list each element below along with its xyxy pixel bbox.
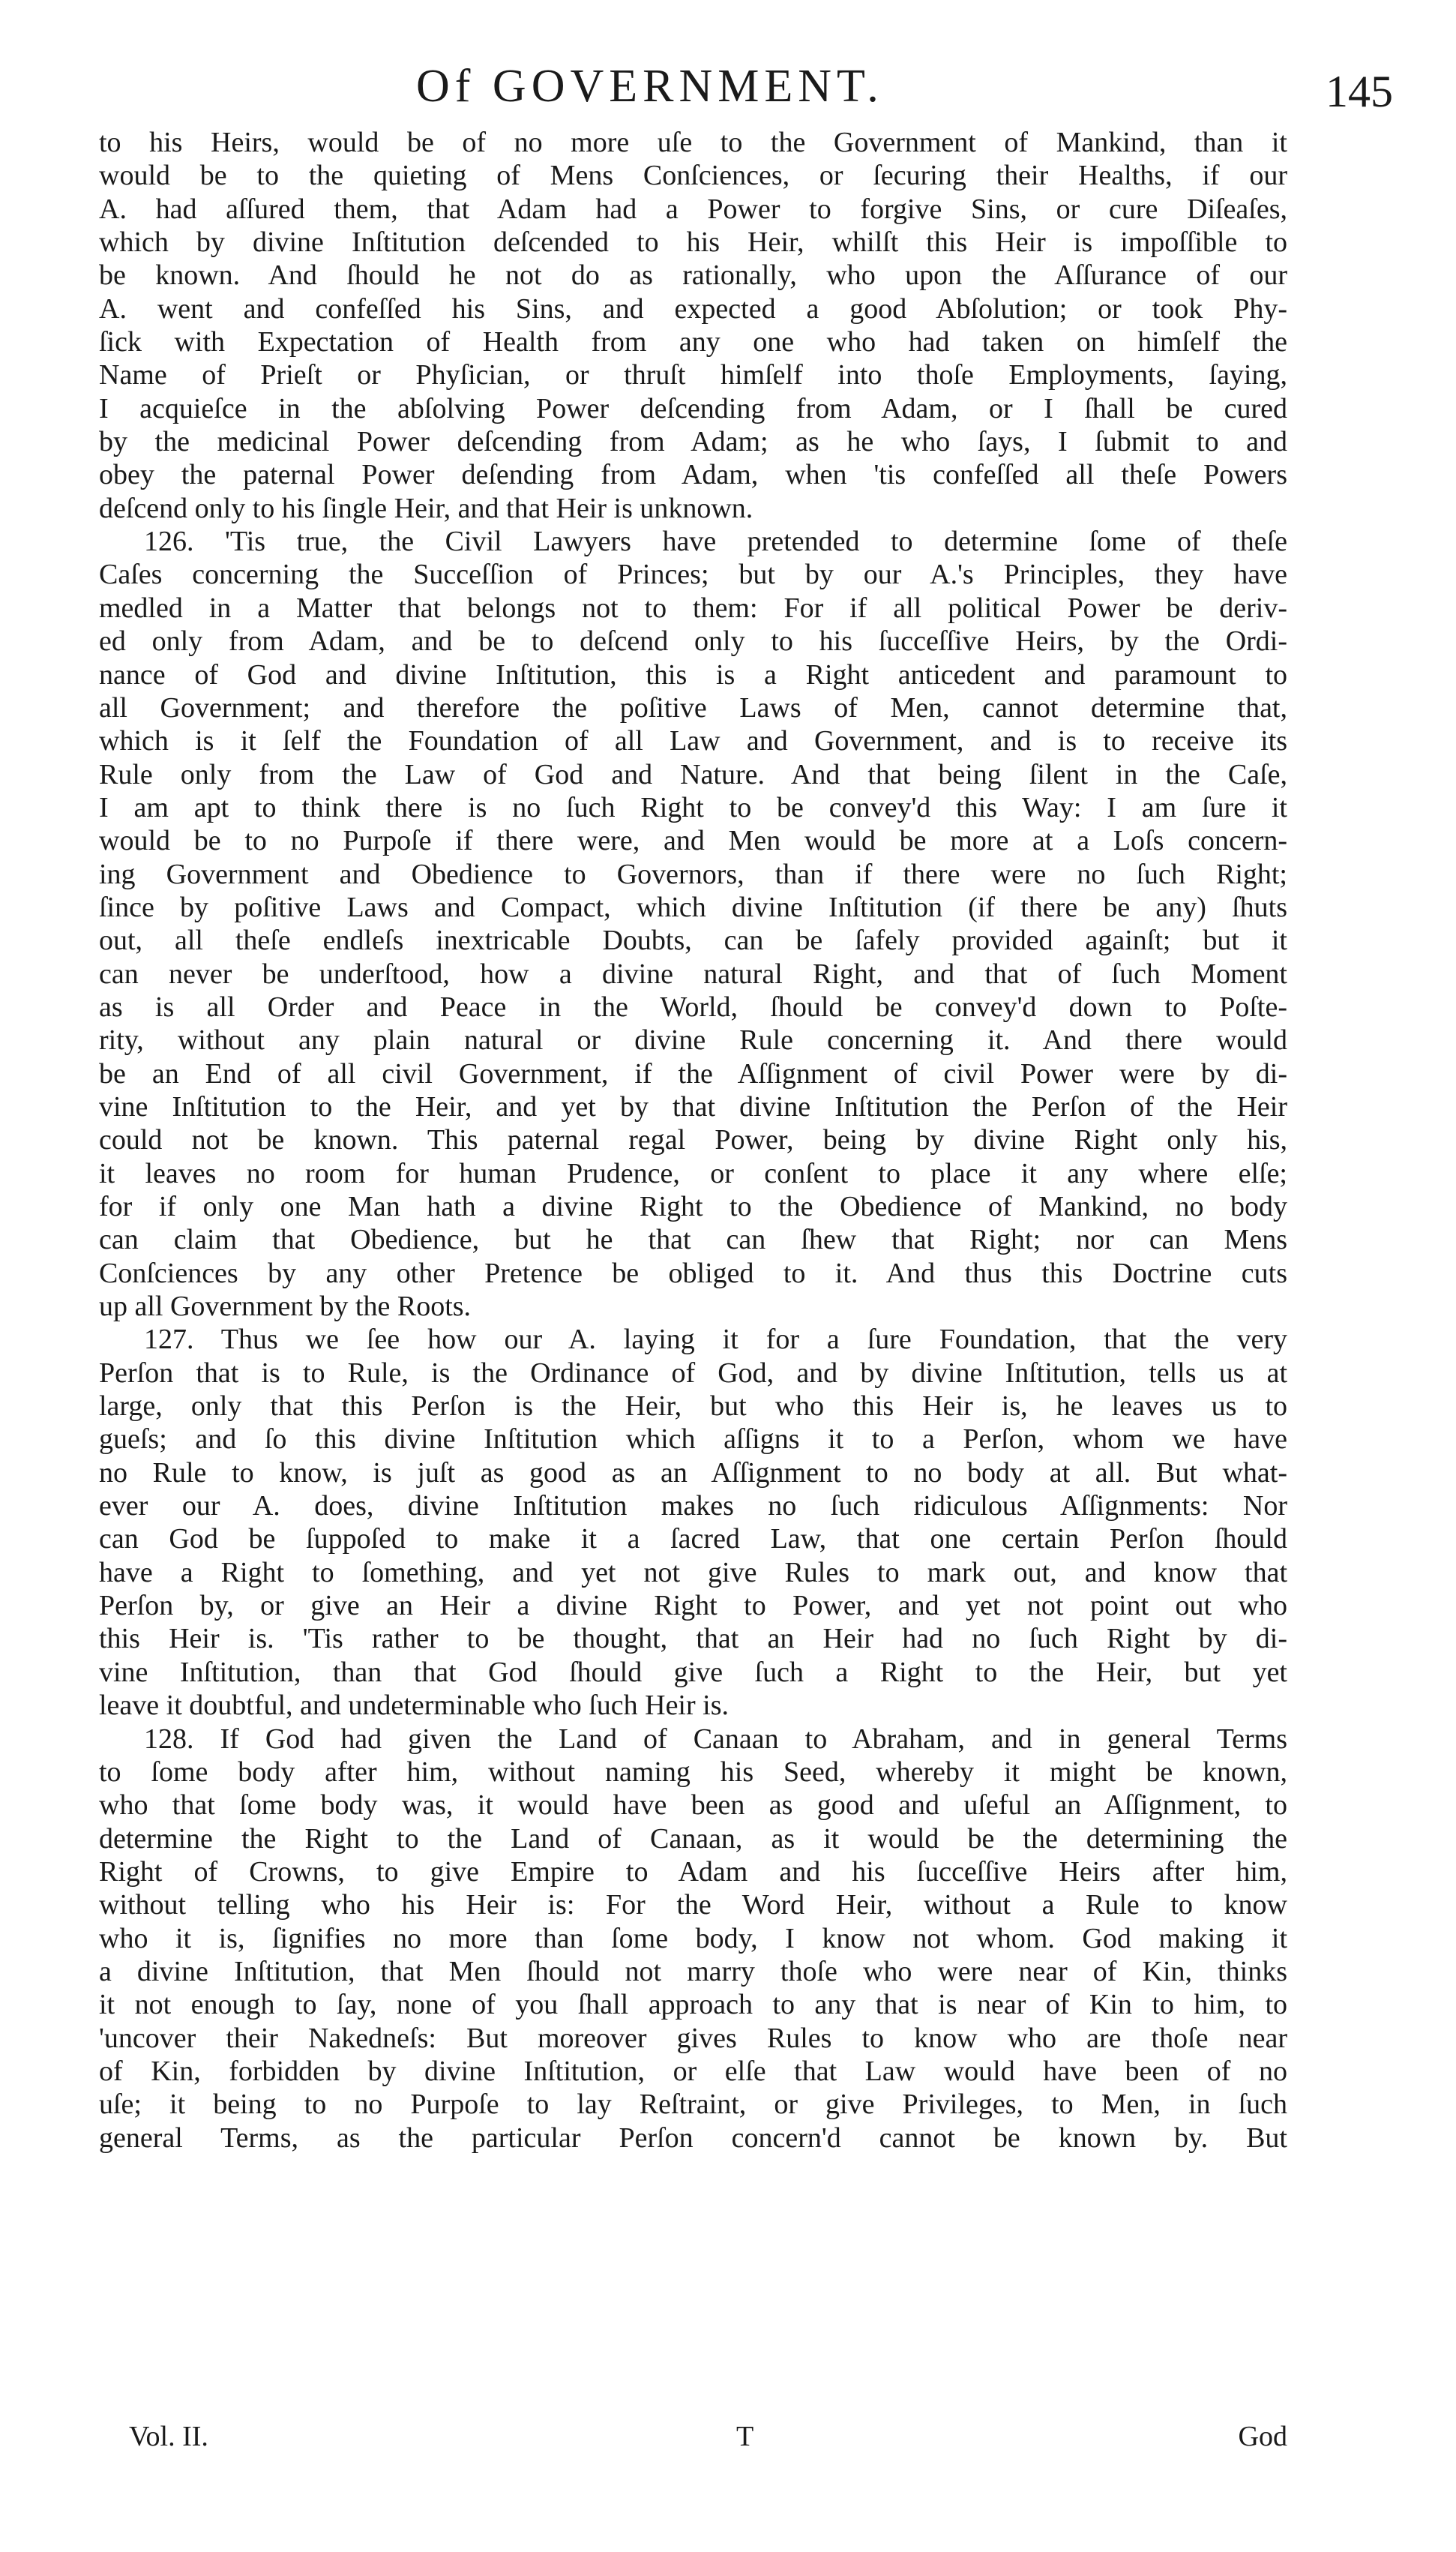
text-line: gueſs; and ſo this divine Inſtitution which aſſigns it to a Perſon, whom we have (99, 1423, 1287, 1456)
catchword: God (1238, 2421, 1287, 2452)
text-line: of Kin, forbidden by divine Inſtitution, or elſe that Law would have been of no (99, 2055, 1287, 2087)
body-text (99, 126, 1287, 2155)
text-line: Conſciences by any other Pretence be obliged to it. And thus this Doctrine cuts (99, 1257, 1287, 1289)
text-line: large, only that this Perſon is the Heir, but who this Heir is, he leaves us to (99, 1390, 1287, 1423)
text-line: rity, without any plain natural or divine Rule concerning it. And there would (99, 1024, 1287, 1057)
text-line: vine Inſtitution to the Heir, and yet by that divine Inſtitution the Perſon of the Heir (99, 1090, 1287, 1123)
text-line: it not enough to ſay, none of you ſhall approach to any that is near of Kin to him, to (99, 1989, 1287, 2021)
text-line: 126. 'Tis true, the Civil Lawyers have pretended to determine ſome of theſe (144, 526, 1287, 558)
text-line: Right of Crowns, to give Empire to Adam and his ſucceſſive Heirs after him, (99, 1855, 1287, 1888)
text-line: who that ſome body was, it would have been as good and uſeful an Aſſignment, to (99, 1789, 1287, 1822)
text-line: Rule only from the Law of God and Nature. And that being ſilent in the Caſe, (99, 758, 1287, 790)
text-line: be an End of all civil Government, if the Aſſignment of civil Power were by di- (99, 1057, 1287, 1090)
text-line: without telling who his Heir is: For the Word Heir, without a Rule to know (99, 1889, 1287, 1921)
volume-label: Vol. II. (129, 2421, 208, 2452)
text-line: all Government; and therefore the poſitive Laws of Men, cannot determine that, (99, 691, 1287, 724)
text-line: medled in a Matter that belongs not to them: For if all political Power be deriv- (99, 592, 1287, 624)
text-line: general Terms, as the particular Perſon concern'd cannot be known by. But (99, 2122, 1287, 2154)
text-line: up all Government by the Roots. (99, 1291, 472, 1323)
text-line: 'uncover their Nakedneſs: But moreover gives Rules to know who are thoſe near (99, 2022, 1287, 2054)
text-line: ed only from Adam, and be to deſcend only to his ſucceſſive Heirs, by the Ordi- (99, 625, 1287, 658)
text-line: vine Inſtitution, than that God ſhould give ſuch a Right to the Heir, but yet (99, 1656, 1287, 1688)
text-line: be known. And ſhould he not do as rationally, who upon the Aſſurance of our (99, 259, 1287, 292)
text-line: ing Government and Obedience to Governors, than if there were no ſuch Right; (99, 858, 1287, 890)
text-line: I acquieſce in the abſolving Power deſcending from Adam, or I ſhall be cured (99, 392, 1287, 424)
text-line: could not be known. This paternal regal Power, being by divine Right only his, (99, 1124, 1287, 1156)
text-line: to his Heirs, would be of no more uſe to the Government of Mankind, than it (99, 127, 1287, 158)
text-line: I am apt to think there is no ſuch Right to be convey'd this Way: I am ſure it (99, 791, 1287, 823)
text-line: as is all Order and Peace in the World, ſhould be convey'd down to Poſte- (99, 991, 1287, 1023)
running-head (0, 60, 1456, 127)
text-line: for if only one Man hath a divine Right to the Obedience of Mankind, no body (99, 1191, 1287, 1222)
text-line: can God be ſuppoſed to make it a ſacred Law, that one certain Perſon ſhould (99, 1523, 1287, 1555)
text-line: A. had aſſured them, that Adam had a Power to forgive Sins, or cure Diſeaſes, (99, 193, 1287, 225)
text-line: can never be underſtood, how a divine natural Right, and that of ſuch Moment (99, 958, 1287, 990)
text-line: this Heir is. 'Tis rather to be thought, that an Heir had no ſuch Right by di- (99, 1623, 1287, 1655)
text-line: no Rule to know, is juſt as good as an Aſſignment to no body at all. But what- (99, 1456, 1287, 1489)
text-line: it leaves no room for human Prudence, or conſent to place it any where elſe; (99, 1157, 1287, 1189)
text-line: Perſon that is to Rule, is the Ordinance of God, and by divine Inſtitution, tells us at (99, 1357, 1287, 1389)
text-line: by the medicinal Power deſcending from Adam; as he who ſays, I ſubmit to and (99, 426, 1287, 458)
text-line: ever our A. does, divine Inſtitution makes no ſuch ridiculous Aſſignments: Nor (99, 1490, 1287, 1522)
text-line: have a Right to ſomething, and yet not give Rules to mark out, and know that (99, 1556, 1287, 1588)
text-line: 127. Thus we ſee how our A. laying it for a ſure Foundation, that the very (144, 1324, 1287, 1356)
text-line: 128. If God had given the Land of Canaan to Abraham, and in general Terms (144, 1723, 1287, 1755)
page-footer (99, 2419, 1287, 2455)
page-number: 145 (1326, 67, 1393, 116)
running-title: Of GOVERNMENT. (416, 61, 884, 112)
text-line: a divine Inſtitution, that Men ſhould not marry thoſe who were near of Kin, thinks (99, 1955, 1287, 1987)
text-line: Perſon by, or give an Heir a divine Right to Power, and yet not point out who (99, 1590, 1287, 1622)
text-line: determine the Right to the Land of Canaan, as it would be the determining the (99, 1822, 1287, 1855)
text-line: Caſes concerning the Succeſſion of Princes; but by our A.'s Principles, they have (99, 559, 1287, 591)
text-line: Name of Prieſt or Phyſician, or thruſt himſelf into thoſe Employments, ſaying, (99, 359, 1287, 391)
text-line: which is it ſelf the Foundation of all Law and Government, and is to receive its (99, 725, 1287, 757)
text-line: who it is, ſignifies no more than ſome body, I know not whom. God making it (99, 1922, 1287, 1954)
text-line: can claim that Obedience, but he that can ſhew that Right; nor can Mens (99, 1224, 1287, 1256)
text-line: nance of God and divine Inſtitution, this is a Right anticedent and paramount to (99, 658, 1287, 691)
text-line: out, all theſe endleſs inextricable Doubts, can be ſafely provided againſt; but it (99, 925, 1287, 957)
text-line: obey the paternal Power deſending from Adam, when 'tis confeſſed all theſe Powers (99, 459, 1287, 491)
text-line: would be to the quieting of Mens Conſciences, or ſecuring their Healths, if our (99, 160, 1287, 192)
text-line: deſcend only to his ſingle Heir, and that Heir is unknown. (99, 492, 753, 524)
text-line: leave it doubtful, and undeterminable who ſuch Heir is. (99, 1690, 729, 1722)
text-line: ſick with Expectation of Health from any one who had taken on himſelf the (99, 326, 1287, 358)
text-line: which by divine Inſtitution deſcended to his Heir, whilſt this Heir is impoſſible to (99, 226, 1287, 259)
text-line: to ſome body after him, without naming his Seed, whereby it might be known, (99, 1756, 1287, 1788)
signature-mark: T (736, 2421, 754, 2452)
text-line: A. went and confeſſed his Sins, and expected a good Abſolution; or took Phy- (99, 292, 1287, 325)
text-line: uſe; it being to no Purpoſe to lay Reſtraint, or give Privileges, to Men, in ſuch (99, 2089, 1287, 2121)
text-line: ſince by poſitive Laws and Compact, which divine Inſtitution (if there be any) ſhuts (99, 891, 1287, 923)
text-line: would be to no Purpoſe if there were, and Men would be more at a Loſs concern- (99, 825, 1287, 857)
